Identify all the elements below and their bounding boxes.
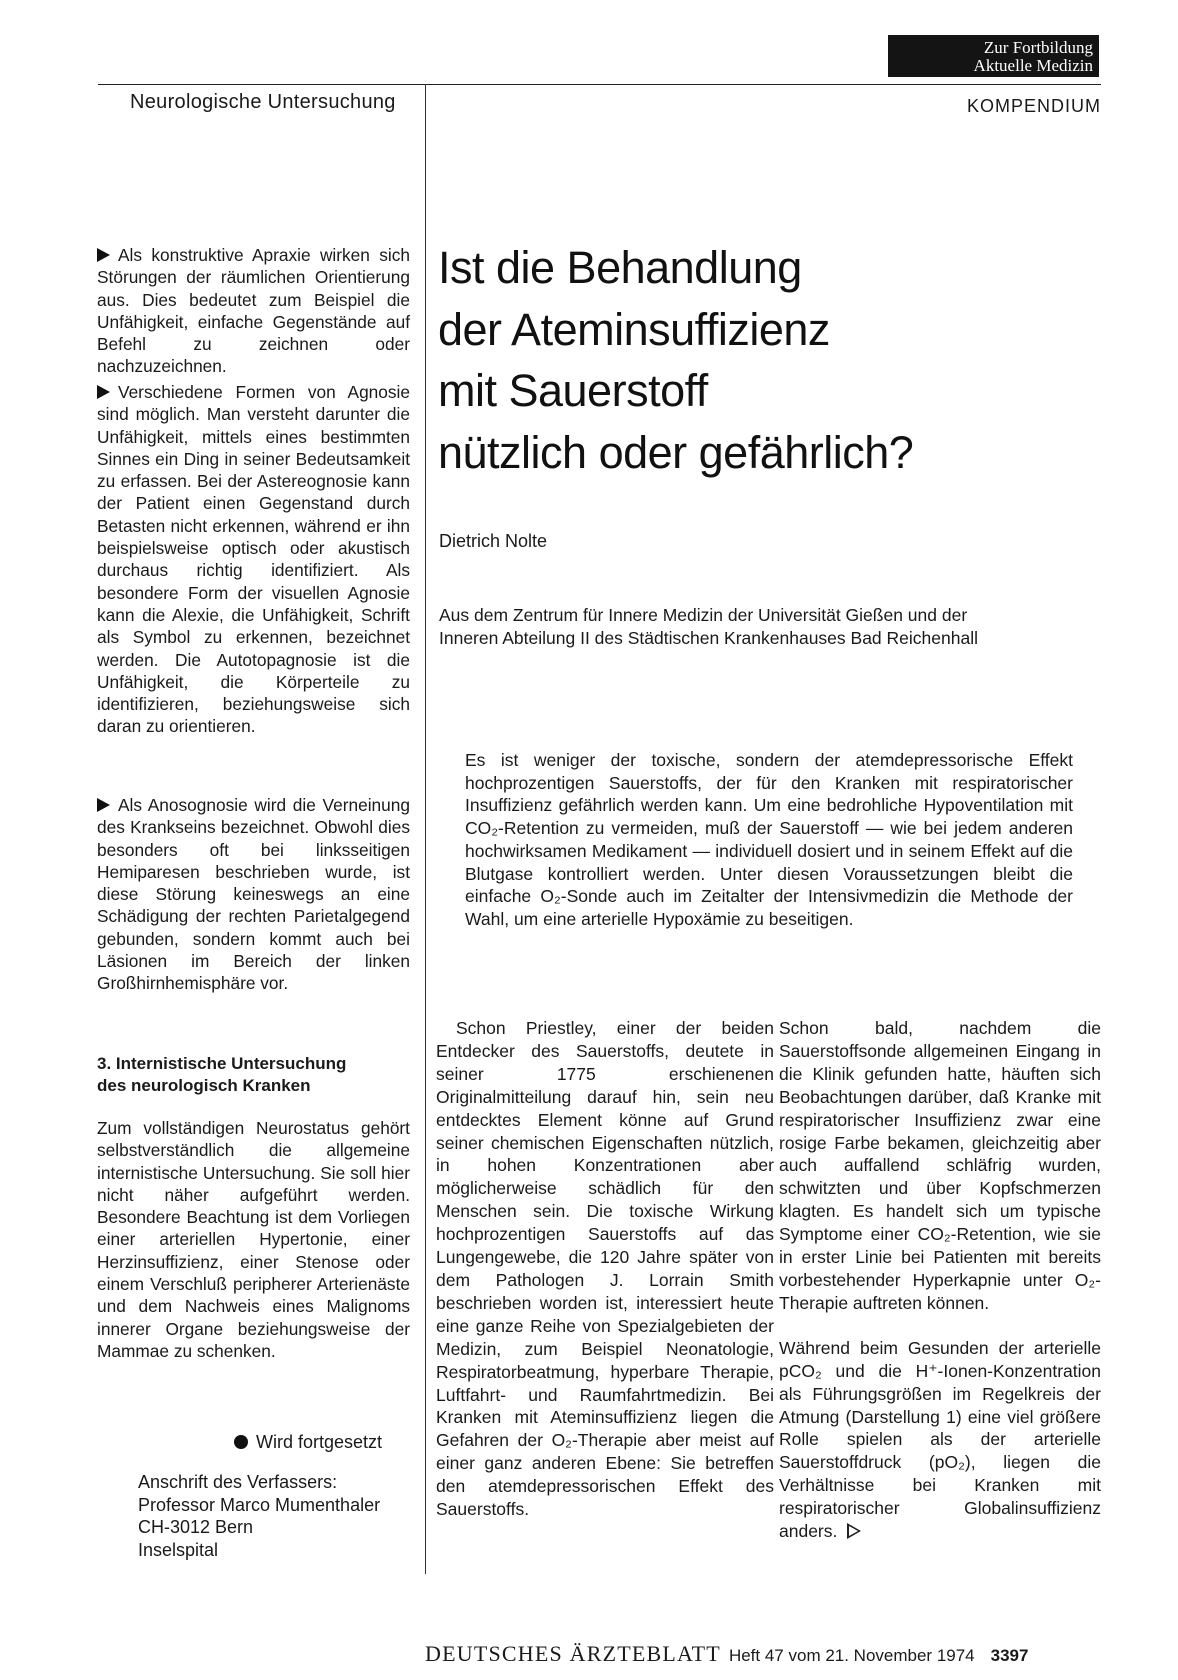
article-author: Dietrich Nolte	[439, 531, 548, 551]
title-line: Ist die Behandlung	[438, 242, 802, 293]
author-address	[138, 1471, 380, 1561]
title-line: mit Sauerstoff	[438, 365, 708, 416]
affiliation-line: Inneren Abteilung II des Städtischen Krankenhauses Bad Reichenhall	[439, 628, 978, 648]
article-title	[438, 237, 1078, 483]
body-paragraph: Schon bald, nachdem die Sauerstoffsonde allgemeinen Eingang in die Klinik gefunden hatte, häuften sich Beobachtungen darüber, daß Kranke mit respiratorischer Insuffizienz zwar eine rosige Farbe bekamen, gleichzeitig aber auch auffallend schläfrig wurden, schwitzten und über Kopfschmerzen klagten. Es handelt sich um typische Symptome einer CO₂-Retention, wie sie in erster Linie bei Patienten mit bereits vorbestehender Hyperkapnie unter O₂-Therapie auftreten können.	[779, 1018, 1101, 1313]
left-paragraph-text: Als konstruktive Apraxie wirken sich Störungen der räumlichen Orientierung aus. Dies bedeutet zum Beispiel die Unfähigkeit, einfache Gegenstände auf Befehl zu zeichnen oder nachzuzeichnen.	[97, 245, 410, 377]
left-paragraph-anosognosia	[97, 794, 410, 995]
bullet-triangle-icon	[97, 798, 110, 812]
bullet-triangle-icon	[97, 248, 110, 262]
left-paragraph-text: Verschiedene Formen von Agnosie sind möglich. Man versteht darunter die Unfähigkeit, mittels eines bestimmten Sinnes ein Ding in seiner Bedeutsamkeit zu erfassen. Bei der Astereognosie kann der Patient einen Gegenstand durch Betasten nicht erkennen, während er ihn beispielsweise optisch oder akustisch durchaus richtig identifiziert. Als besondere Form der visuellen Agnosie kann die Alexie, die Unfähigkeit, Schrift als Symbol zu erkennen, bezeichnet werden. Die Autotopagnosie ist die Unfähigkeit, die Körperteile zu identifizieren, beziehungsweise sich daran zu orientieren.	[97, 382, 410, 737]
body-paragraph: Schon Priestley, einer der beiden Entdecker des Sauerstoffs, deutete in seiner 1775 erschienenen Originalmitteilung darauf hin, sein neu entdecktes Element könne auf Grund seiner chemischen Eigenschaften nützlich, in hohen Konzentrationen aber möglicherweise schädlich für den Menschen sein. Die toxische Wirkung hochprozentigen Sauerstoffs auf das Lungengewebe, die 120 Jahre später von dem Pathologen J. Lorrain Smith beschrieben worden ist, interessiert heute eine ganze Reihe von Spezialgebieten der Medizin, zum Beispiel Neonatologie, Respiratorbeatmung, hyperbare Therapie, Luftfahrt- und Raumfahrtmedizin. Bei Kranken mit Ateminsuffizienz liegen die Gefahren der O₂-Therapie aber meist auf einer ganz anderen Ebene: Sie betreffen den atemdepressorischen Effekt des Sauerstoffs.	[436, 1018, 774, 1520]
left-paragraph-apraxia	[97, 244, 410, 378]
article-body-column-1	[436, 1017, 774, 1521]
left-paragraph-agnosia	[97, 381, 410, 738]
affiliation-line: Aus dem Zentrum für Innere Medizin der Universität Gießen und der	[439, 605, 968, 625]
continue-arrow-icon	[847, 1523, 861, 1539]
body-paragraph: Während beim Gesunden der arterielle pCO₂ und die H⁺-Ionen-Konzentration als Führungsgrößen im Regelkreis der Atmung (Darstellung 1) eine viel größere Rolle spielen als der arterielle Sauerstoffdruck (pO₂), liegen die Verhältnisse bei Kranken mit respiratorischer Globalinsuffizienz anders.	[779, 1337, 1101, 1542]
bullet-dot-icon	[234, 1435, 248, 1449]
continued-note	[234, 1432, 382, 1453]
issue-info: Heft 47 vom 21. November 1974	[728, 1646, 975, 1665]
running-section-title: Neurologische Untersuchung	[130, 91, 396, 113]
left-paragraph-text: Zum vollständigen Neurostatus gehört selbstverständlich die allgemeine internistische Untersuchung. Sie soll hier nicht näher aufgeführt werden. Besondere Beachtung ist dem Vorliegen einer arteriellen Hypertonie, einer Herzinsuffizienz, einer Stenose oder einem Verschluß peripherer Arterienäste und dem Nachweis eines Malignoms innerer Organe beziehungsweise der Mammae zu schenken.	[97, 1118, 410, 1361]
subsection-heading	[97, 1053, 417, 1097]
bullet-triangle-icon	[97, 385, 110, 399]
title-line: nützlich oder gefährlich?	[438, 426, 914, 478]
page-number: 3397	[990, 1646, 1029, 1665]
badge-line-1: Zur Fortbildung	[983, 38, 1093, 57]
badge-line-2: Aktuelle Medizin	[973, 56, 1093, 75]
column-divider	[425, 84, 426, 1574]
header-rule	[98, 84, 1101, 85]
address-line: CH-3012 Bern	[138, 1517, 254, 1537]
address-line: Inselspital	[138, 1539, 219, 1560]
journal-name: DEUTSCHES ÄRZTEBLATT	[425, 1641, 721, 1666]
rubric-label: KOMPENDIUM	[966, 96, 1101, 116]
title-line: der Ateminsuffizienz	[438, 303, 830, 355]
article-abstract: Es ist weniger der toxische, sondern der atemdepressorische Effekt hochprozentigen Sauerstoffs, der für den Kranken mit respiratorischer Insuffizienz gefährlich werden kann. Um eine bedrohliche Hypoventilation mit CO₂-Retention zu vermeiden, muß der Sauerstoff — wie bei jedem anderen hochwirksamen Medikament — individuell dosiert und in seinem Effekt auf die Blutgase kontrolliert werden. Unter diesen Voraussetzungen bleibt die einfache O₂-Sonde auch im Zeitalter der Intensivmedizin die Methode der Wahl, um eine arterielle Hypoxämie zu beseitigen.	[465, 750, 1073, 929]
page-footer	[425, 1641, 1101, 1667]
subsection-heading-line-2: des neurologisch Kranken	[97, 1076, 311, 1095]
address-line: Anschrift des Verfassers:	[138, 1472, 338, 1492]
subsection-heading-line-1: 3. Internistische Untersuchung	[97, 1054, 347, 1073]
left-paragraph-internal-exam	[97, 1117, 410, 1362]
address-line: Professor Marco Mumenthaler	[138, 1494, 381, 1515]
left-paragraph-text: Als Anosognosie wird die Verneinung des Krankseins bezeichnet. Obwohl dies besonders oft bei linksseitigen Hemiparesen beschrieben wurde, ist diese Störung keineswegs an eine Schädigung der rechten Parietalgegend gebunden, sondern kommt auch bei Läsionen im Bereich der linken Großhirnhemisphäre vor.	[97, 795, 410, 994]
article-affiliation	[439, 604, 1099, 650]
continued-text: Wird fortgesetzt	[256, 1432, 383, 1452]
article-body-column-2	[779, 1017, 1101, 1543]
section-badge	[888, 35, 1099, 77]
